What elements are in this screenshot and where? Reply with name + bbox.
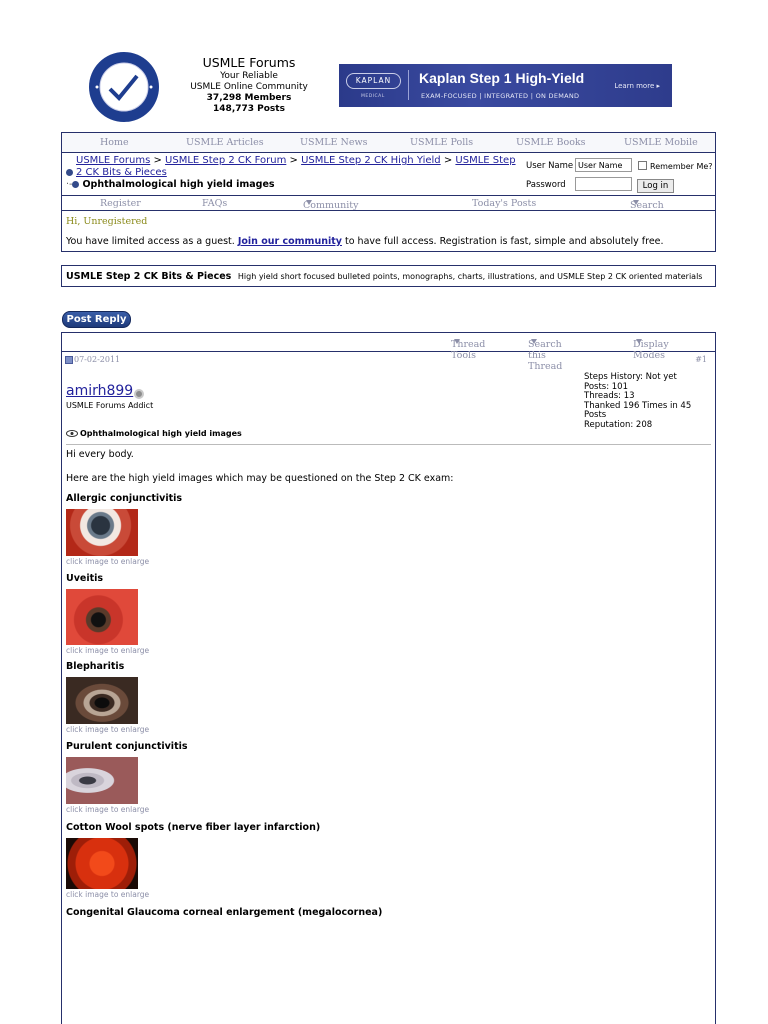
image-block-blepharitis [66,661,149,734]
eye-icon [66,430,78,437]
nav-search-label: Search [630,200,664,211]
image-heading: Blepharitis [66,661,125,672]
username-label: User Name [526,161,574,171]
guest-greeting: Hi, Unregistered [66,216,148,227]
thread-dot-icon [72,181,79,188]
kaplan-ad-banner[interactable] [339,64,672,107]
top-nav [62,133,715,153]
post-body [66,449,711,918]
cotton-wool-spots-image[interactable] [66,838,138,889]
forum-title: USMLE Step 2 CK Bits & Pieces [66,271,232,282]
guest-notice [66,236,664,247]
image-caption: click image to enlarge [66,725,150,734]
breadcrumb [64,155,519,191]
usmle-forums-logo[interactable] [88,43,160,131]
nav-home[interactable]: Home [100,137,129,148]
user-threads: Threads: 13 [584,391,635,401]
thread-tools-label: Thread Tools [451,339,486,361]
post-username[interactable]: amirh899 [66,383,134,399]
post-count: 148,773 Posts [213,104,285,114]
user-title: USMLE Forums Addict [66,401,154,410]
banner-learn-more[interactable]: Learn more ▸ [614,82,660,90]
forum-description-box [61,265,716,287]
kaplan-logo-sub: MEDICAL [361,94,385,99]
post-divider [66,444,711,445]
image-caption: click image to enlarge [66,805,150,814]
site-name: USMLE Forums [202,55,296,70]
offline-status-icon [134,389,144,399]
post-date-icon [65,356,73,364]
post-intro: Here are the high yield images which may be questioned on the Step 2 CK exam: [66,473,454,484]
site-tagline-1: Your Reliable [220,71,278,81]
crumb-bits-pieces-cont[interactable]: 2 CK Bits & Pieces [76,167,167,178]
guest-notice-text-2: to have full access. Registration is fast, simple and absolutely free. [345,236,664,247]
sub-nav [62,195,715,211]
display-modes-label: Display Modes [633,339,669,361]
image-caption: click image to enlarge [66,890,150,899]
username-input[interactable] [575,158,632,172]
forum-description: High yield short focused bulleted points, monographs, charts, illustrations, and USMLE Step 2 CK oriented materials [237,272,703,281]
nav-usmle-news[interactable]: USMLE News [300,137,368,148]
uveitis-image[interactable] [66,589,138,645]
forum-dot-icon [66,169,73,176]
purulent-conjunctivitis-image[interactable] [66,757,138,804]
member-count: 37,298 Members [206,93,292,103]
banner-tagline: EXAM-FOCUSED | INTEGRATED | ON DEMAND [421,92,580,100]
image-block-cotton-wool [66,822,320,899]
password-label: Password [526,180,566,190]
nav-faqs[interactable]: FAQs [202,198,228,209]
guest-notice-text: You have limited access as a guest. [66,236,235,247]
allergic-conjunctivitis-image[interactable] [66,509,138,556]
login-button[interactable]: Log in [637,179,674,193]
remember-me-label: Remember Me? [650,162,713,171]
banner-headline: Kaplan Step 1 High-Yield [419,70,585,86]
dropdown-arrow-icon [454,339,460,344]
current-thread-title: Ophthalmological high yield images [82,179,275,190]
image-heading: Allergic conjunctivitis [66,493,183,504]
steps-history: Steps History: Not yet [584,372,677,382]
post-date: 07-02-2011 [74,355,121,364]
nav-register[interactable]: Register [100,198,141,209]
password-input[interactable] [575,177,632,191]
image-caption: click image to enlarge [66,646,150,655]
navigation-box [61,132,716,252]
banner-divider [408,70,409,100]
user-posts: Posts: 101 [584,381,629,392]
image-heading: Cotton Wool spots (nerve fiber layer infarction) [66,822,321,833]
crumb-separator: > [289,155,298,166]
post-title [66,429,242,438]
image-block-congenital-glaucoma [66,907,382,918]
crumb-step2ck-forum[interactable]: USMLE Step 2 CK Forum [165,155,287,166]
site-tagline-2: USMLE Online Community [190,82,308,92]
image-caption: click image to enlarge [66,557,150,566]
image-block-purulent [66,741,188,814]
dropdown-arrow-icon [636,339,642,344]
site-info [180,56,318,115]
user-reputation: Reputation: 208 [584,419,653,430]
post-greeting: Hi every body. [66,449,134,460]
image-heading: Purulent conjunctivitis [66,741,188,752]
image-block-uveitis [66,573,149,655]
nav-community-label: Community [303,200,359,211]
kaplan-logo: KAPLAN [346,73,401,89]
post-box [61,332,716,1024]
crumb-usmle-forums[interactable]: USMLE Forums [76,155,151,166]
join-community-link[interactable]: Join our community [237,236,342,247]
crumb-separator: > [153,155,162,166]
nav-usmle-books[interactable]: USMLE Books [516,137,586,148]
tree-connector-icon: ·- [66,179,73,190]
nav-usmle-articles[interactable]: USMLE Articles [186,137,264,148]
search-thread-label: Search this Thread [528,339,563,372]
crumb-bits-pieces[interactable]: USMLE Step [455,155,516,166]
post-meta [65,355,713,364]
blepharitis-image[interactable] [66,677,138,724]
nav-usmle-mobile[interactable]: USMLE Mobile [624,137,698,148]
dropdown-arrow-icon [531,339,537,344]
post-reply-button[interactable]: Post Reply [62,311,131,328]
user-thanked: Thanked 196 Times in 45 Posts [584,400,692,420]
post-title-text: Ophthalmological high yield images [80,429,242,438]
image-heading: Uveitis [66,573,104,584]
crumb-separator: > [443,155,453,166]
image-heading: Congenital Glaucoma corneal enlargement (megalocornea) [66,907,383,918]
post-number-link[interactable]: #1 [695,355,707,364]
crumb-step2ck-high-yield[interactable]: USMLE Step 2 CK High Yield [301,155,441,166]
user-stats [584,373,715,430]
nav-usmle-polls[interactable]: USMLE Polls [410,137,474,148]
image-block-allergic [66,493,182,566]
dropdown-arrow-icon [306,200,312,205]
nav-todays-posts[interactable]: Today's Posts [472,198,537,209]
dropdown-arrow-icon [633,200,639,205]
remember-me-checkbox[interactable] [638,161,647,170]
